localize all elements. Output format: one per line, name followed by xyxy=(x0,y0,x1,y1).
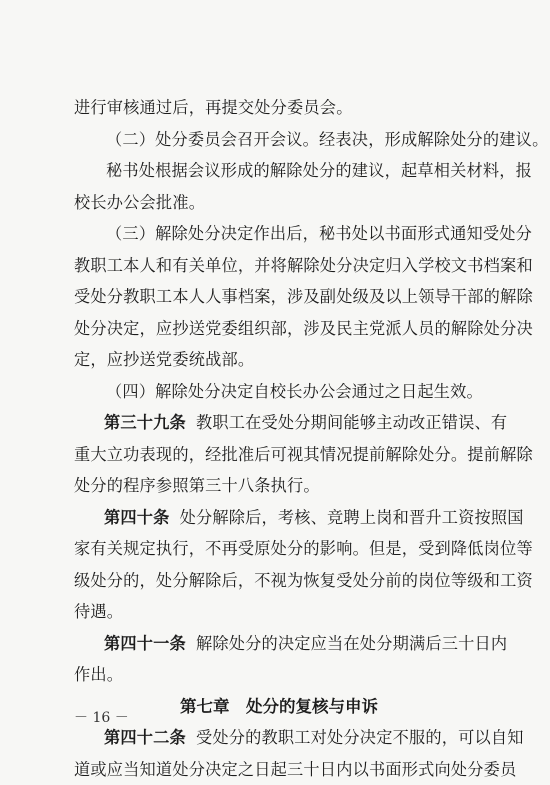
text-line: 重大立功表现的，经批准后可视其情况提前解除处分。提前解除 xyxy=(74,439,484,471)
text-line: 级处分的，处分解除后，不视为恢复受处分前的岗位等级和工资 xyxy=(74,565,484,597)
text-line: 处分解除后，考核、竞聘上岗和晋升工资按照国 xyxy=(180,508,524,527)
text-line: 进行审核通过后，再提交处分委员会。 xyxy=(74,92,484,124)
page-number: － 16 － xyxy=(74,707,129,727)
text-line: 受处分的教职工对处分决定不服的，可以自知 xyxy=(196,728,524,747)
article-number: 第四十条 xyxy=(104,508,170,527)
text-line: 待遇。 xyxy=(74,596,484,628)
article-39 xyxy=(74,407,484,502)
text-line: 校长办公会批准。 xyxy=(74,187,484,219)
text-line: 教职工在受处分期间能够主动改正错误、有 xyxy=(196,413,507,432)
paragraph-secretariat xyxy=(74,155,484,218)
paragraph-continuation xyxy=(74,92,484,124)
text-line: （三）解除处分决定作出后，秘书处以书面形式通知受处分 xyxy=(74,218,484,250)
text-line: （四）解除处分决定自校长办公会通过之日起生效。 xyxy=(74,376,484,408)
text-line: 处分的程序参照第三十八条执行。 xyxy=(74,470,484,502)
article-41 xyxy=(74,628,484,691)
document-body xyxy=(74,92,484,785)
text-line: 受处分教职工本人人事档案，涉及副处级及以上领导干部的解除 xyxy=(74,281,484,313)
article-42 xyxy=(74,722,484,785)
text-line: 教职工本人和有关单位，并将解除处分决定归入学校文书档案和 xyxy=(74,250,484,282)
paragraph-step-3 xyxy=(74,218,484,376)
text-line: 家有关规定执行，不再受原处分的影响。但是，受到降低岗位等 xyxy=(74,533,484,565)
paragraph-step-4 xyxy=(74,376,484,408)
chapter-heading: 第七章 处分的复核与申诉 xyxy=(74,691,484,723)
text-line: 定，应抄送党委统战部。 xyxy=(74,344,484,376)
text-line: （二）处分委员会召开会议。经表决，形成解除处分的建议。 xyxy=(74,124,484,156)
text-line: 处分决定，应抄送党委组织部，涉及民主党派人员的解除处分决 xyxy=(74,313,484,345)
paragraph-step-2 xyxy=(74,124,484,156)
text-line: 道或应当知道处分决定之日起三十日内以书面形式向处分委员 xyxy=(74,754,484,785)
text-line: 作出。 xyxy=(74,659,484,691)
text-line: 秘书处根据会议形成的解除处分的建议，起草相关材料，报 xyxy=(74,155,484,187)
text-line: 解除处分的决定应当在处分期满后三十日内 xyxy=(196,634,507,653)
article-40 xyxy=(74,502,484,628)
article-number: 第四十一条 xyxy=(104,634,186,653)
article-number: 第四十二条 xyxy=(104,728,186,747)
article-number: 第三十九条 xyxy=(104,413,186,432)
